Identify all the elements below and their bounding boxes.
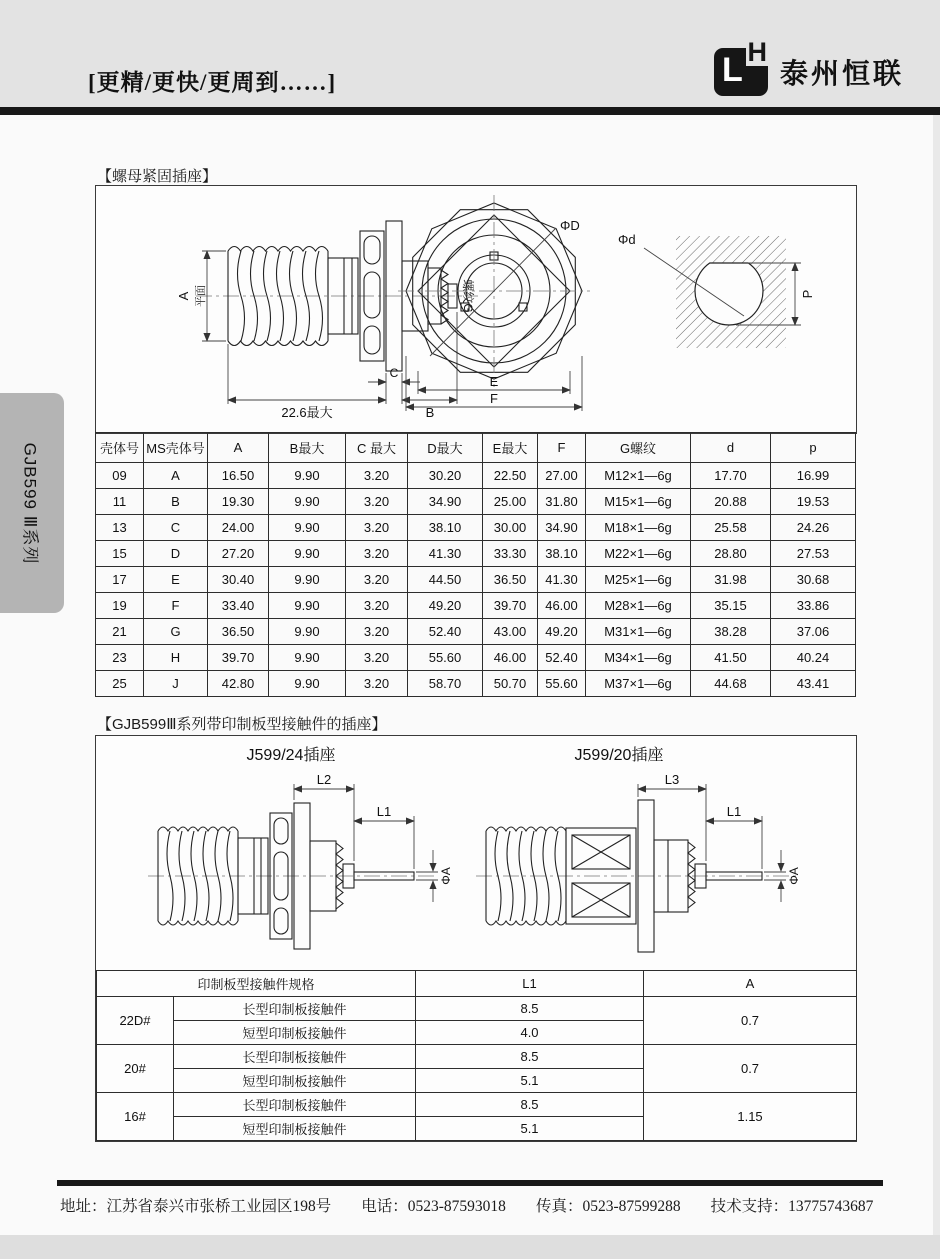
side-view-drawing [196, 221, 478, 371]
shell-table-cell: H [144, 645, 208, 671]
shell-table-cell: 17.70 [691, 463, 771, 489]
shell-table-cell: 36.50 [208, 619, 269, 645]
shell-table-row [96, 489, 856, 515]
shell-table-cell: 52.40 [408, 619, 483, 645]
shell-table-cell: 35.15 [691, 593, 771, 619]
shell-column-header: G螺纹 [586, 433, 691, 463]
shell-table-cell: 36.50 [483, 567, 538, 593]
brand-name: 泰州恒联 [779, 58, 904, 89]
shell-table-cell: E [144, 567, 208, 593]
shell-table-row [96, 567, 856, 593]
contact-header-a: A [644, 971, 857, 997]
shell-column-header: p [771, 433, 856, 463]
dim-c-label: C [389, 366, 399, 380]
contact-l1-cell: 5.1 [416, 1117, 644, 1141]
shell-table-cell: M34×1—6g [586, 645, 691, 671]
nut-socket-drawing [96, 186, 854, 431]
shell-column-header: C 最大 [346, 433, 408, 463]
contact-l1-cell: 8.5 [416, 997, 644, 1021]
j599-20-dimensions [638, 784, 786, 902]
shell-table-cell: 21 [96, 619, 144, 645]
header-slogan: [更精/更快/更周到……] [88, 70, 337, 95]
shell-table-cell: 33.40 [208, 593, 269, 619]
shell-table-cell: 44.50 [408, 567, 483, 593]
shell-table-cell: 30.40 [208, 567, 269, 593]
shell-table-cell: 42.80 [208, 671, 269, 697]
shell-table-cell: 30.68 [771, 567, 856, 593]
shell-table-cell: 55.60 [408, 645, 483, 671]
j599-24-title: J599/24插座 [246, 747, 336, 764]
j599-20-drawing [476, 800, 796, 952]
shell-table-cell: 22.50 [483, 463, 538, 489]
phi-d-big-label: ΦD [560, 218, 580, 233]
logo-letter-h: H [747, 37, 767, 67]
shell-table-row [96, 645, 856, 671]
contact-type-cell: 长型印制板接触件 [174, 1045, 416, 1069]
contact-type-cell: 短型印制板接触件 [174, 1117, 416, 1141]
shell-table-cell: 39.70 [208, 645, 269, 671]
shell-table-row [96, 671, 856, 697]
shell-table-cell: 24.26 [771, 515, 856, 541]
shell-column-header: E最大 [483, 433, 538, 463]
shell-table-cell: 16.99 [771, 463, 856, 489]
shell-table-cell: A [144, 463, 208, 489]
shell-table-cell: 52.40 [538, 645, 586, 671]
footer-support: 技术支持：13775743687 [710, 1198, 874, 1215]
shell-table-cell: 34.90 [408, 489, 483, 515]
contact-table-row [97, 1045, 857, 1069]
company-logo [714, 37, 904, 96]
contact-type-cell: 短型印制板接触件 [174, 1021, 416, 1045]
dim-p-label: P [800, 289, 815, 299]
shell-table-cell: 43.00 [483, 619, 538, 645]
shell-table-cell: 55.60 [538, 671, 586, 697]
shell-table-cell: 9.90 [269, 619, 346, 645]
shell-column-header: B最大 [269, 433, 346, 463]
shell-table-cell: 3.20 [346, 463, 408, 489]
shell-table-cell: 9.90 [269, 541, 346, 567]
shell-table-cell: 13 [96, 515, 144, 541]
knurl-teeth [441, 270, 448, 324]
shell-table-cell: 38.28 [691, 619, 771, 645]
shell-table-cell: M37×1—6g [586, 671, 691, 697]
shell-table-cell: 34.90 [538, 515, 586, 541]
d-hole [695, 263, 763, 325]
j599-20-title: J599/20插座 [574, 747, 664, 764]
page-edge-band [933, 115, 940, 1235]
contact-size-cell: 20# [97, 1045, 174, 1093]
plane-label: 平面 [195, 285, 207, 307]
dim-226-label: 22.6最大 [281, 405, 333, 420]
phi-d-small-label: Φd [618, 232, 636, 247]
shell-table-cell: B [144, 489, 208, 515]
contact-a-cell: 0.7 [644, 1045, 857, 1093]
contact-a-cell: 0.7 [644, 997, 857, 1045]
series-side-tab-label: GJB599 Ⅲ系列 [20, 442, 40, 564]
dim-l1-label-2: L1 [726, 804, 742, 819]
dim-a-label: A [176, 291, 191, 301]
footer-rule [57, 1180, 883, 1186]
shell-table-cell: 25.58 [691, 515, 771, 541]
shell-table-cell: M31×1—6g [586, 619, 691, 645]
shell-table-cell: 19.30 [208, 489, 269, 515]
shell-table-cell: 9.90 [269, 645, 346, 671]
shell-table-cell: 9.90 [269, 567, 346, 593]
footer-address: 地址：江苏省泰兴市张桥工业园区198号 [60, 1198, 332, 1215]
dim-f-label: F [490, 391, 498, 406]
shell-table-cell: 37.06 [771, 619, 856, 645]
dim-b-label: B [425, 405, 435, 420]
shell-table-cell: 17 [96, 567, 144, 593]
shell-table-row [96, 593, 856, 619]
phi-a-label: ΦA [439, 867, 453, 885]
dim-l3-label: L3 [664, 772, 680, 787]
shell-table-cell: 9.90 [269, 463, 346, 489]
shell-table-cell: 41.30 [408, 541, 483, 567]
shell-table-cell: 27.20 [208, 541, 269, 567]
contact-l1-cell: 8.5 [416, 1093, 644, 1117]
shell-table-cell: 3.20 [346, 515, 408, 541]
shell-table-cell: 09 [96, 463, 144, 489]
shell-column-header: d [691, 433, 771, 463]
shell-table-cell: 27.00 [538, 463, 586, 489]
contact-l1-cell: 4.0 [416, 1021, 644, 1045]
shell-table-cell: 20.88 [691, 489, 771, 515]
logo-mark-icon [714, 37, 768, 96]
contact-type-cell: 长型印制板接触件 [174, 997, 416, 1021]
shell-table-cell: 16.50 [208, 463, 269, 489]
shell-table-cell: F [144, 593, 208, 619]
shell-table-cell: 15 [96, 541, 144, 567]
contact-table-row [97, 1093, 857, 1117]
shell-table-cell: 3.20 [346, 671, 408, 697]
shell-table-cell: 23 [96, 645, 144, 671]
contact-size-cell: 22D# [97, 997, 174, 1045]
thread-crest-top [228, 247, 328, 252]
shell-table-cell: 49.20 [408, 593, 483, 619]
thread-crest-bottom [228, 341, 328, 346]
shell-table-cell: G [144, 619, 208, 645]
shell-table-cell: M25×1—6g [586, 567, 691, 593]
shell-table-cell: C [144, 515, 208, 541]
j599-24-dimensions [294, 784, 438, 902]
contact-a-cell: 1.15 [644, 1093, 857, 1141]
shell-table-cell: M28×1—6g [586, 593, 691, 619]
contact-type-cell: 长型印制板接触件 [174, 1093, 416, 1117]
pcb-socket-drawing [96, 738, 854, 966]
shell-column-header: MS壳体号 [144, 433, 208, 463]
shell-table-cell: 27.53 [771, 541, 856, 567]
shell-table-cell: J [144, 671, 208, 697]
shell-table-cell: 19.53 [771, 489, 856, 515]
section2-title: 【GJB599Ⅲ系列带印制板型接触件的插座】 [97, 716, 387, 733]
shell-table-cell: 41.30 [538, 567, 586, 593]
shell-table-head-row [96, 433, 856, 463]
dim-e-label: E [489, 374, 499, 389]
contact-l1-cell: 5.1 [416, 1069, 644, 1093]
shell-table-cell: M22×1—6g [586, 541, 691, 567]
shell-table-cell: 44.68 [691, 671, 771, 697]
shell-table-cell: D [144, 541, 208, 567]
footer-fax: 传真：0523-87599288 [535, 1198, 681, 1215]
shell-table-cell: 24.00 [208, 515, 269, 541]
shell-table-cell: 40.24 [771, 645, 856, 671]
shell-table-cell: 28.80 [691, 541, 771, 567]
shell-table-row [96, 515, 856, 541]
shell-table-cell: 41.50 [691, 645, 771, 671]
shell-table-cell: 38.10 [538, 541, 586, 567]
contact-header-spec: 印制板型接触件规格 [97, 971, 416, 997]
shell-table-cell: 43.41 [771, 671, 856, 697]
shell-table-row [96, 541, 856, 567]
shell-table-cell: 31.80 [538, 489, 586, 515]
shell-table-body [96, 463, 856, 697]
shell-table-cell: 33.86 [771, 593, 856, 619]
shell-column-header: 壳体号 [96, 433, 144, 463]
shell-table-cell: 30.20 [408, 463, 483, 489]
shell-table-cell: 25 [96, 671, 144, 697]
shell-table-cell: 58.70 [408, 671, 483, 697]
shell-table-cell: M12×1—6g [586, 463, 691, 489]
shell-table-cell: 19 [96, 593, 144, 619]
shell-table-cell: M15×1—6g [586, 489, 691, 515]
shell-column-header: A [208, 433, 269, 463]
shell-table-cell: 46.00 [538, 593, 586, 619]
shell-column-header: D最大 [408, 433, 483, 463]
shell-table-row [96, 619, 856, 645]
thread-g-label: 螺纹G [461, 279, 475, 313]
shell-table-cell: 9.90 [269, 671, 346, 697]
shell-table-cell: 3.20 [346, 567, 408, 593]
shell-table-cell: 3.20 [346, 619, 408, 645]
panel-cutout-drawing [644, 236, 801, 348]
contact-size-cell: 16# [97, 1093, 174, 1141]
shell-table-cell: 31.98 [691, 567, 771, 593]
shell-table-cell: 39.70 [483, 593, 538, 619]
contact-table-body [97, 997, 857, 1141]
shell-column-header: F [538, 433, 586, 463]
shell-table-cell: 30.00 [483, 515, 538, 541]
shell-table-cell: 3.20 [346, 489, 408, 515]
dim-l2-label: L2 [316, 772, 332, 787]
contact-table-row [97, 997, 857, 1021]
shell-table-cell: 25.00 [483, 489, 538, 515]
shell-table-row [96, 463, 856, 489]
knurl-teeth [688, 842, 695, 908]
shell-table-cell: 49.20 [538, 619, 586, 645]
dim-l1-label: L1 [376, 804, 392, 819]
shell-size-table [95, 432, 856, 697]
side-view-dimensions [202, 251, 457, 404]
shell-table-cell: 3.20 [346, 645, 408, 671]
shell-table-cell: 46.00 [483, 645, 538, 671]
shell-table-cell: 50.70 [483, 671, 538, 697]
logo-letter-l: L [721, 51, 743, 89]
contact-type-cell: 短型印制板接触件 [174, 1069, 416, 1093]
shell-table-cell: 3.20 [346, 541, 408, 567]
section1-title: 【螺母紧固插座】 [97, 168, 218, 185]
phi-a-label-2: ΦA [787, 867, 801, 885]
shell-table-cell: 3.20 [346, 593, 408, 619]
shell-table-cell: 9.90 [269, 489, 346, 515]
shell-table-cell: 9.90 [269, 593, 346, 619]
contact-l1-cell: 8.5 [416, 1045, 644, 1069]
contact-spec-table [96, 970, 857, 1141]
shell-table-cell: 33.30 [483, 541, 538, 567]
bottom-band [0, 1235, 940, 1259]
contact-header-l1: L1 [416, 971, 644, 997]
j599-24-drawing [148, 803, 436, 949]
shell-table-cell: 9.90 [269, 515, 346, 541]
shell-table-cell: 11 [96, 489, 144, 515]
series-side-tab [0, 393, 64, 613]
nut-socket-drawing-panel [95, 185, 857, 434]
shell-table-cell: M18×1—6g [586, 515, 691, 541]
footer [60, 1194, 873, 1216]
footer-phone: 电话：0523-87593018 [361, 1198, 506, 1215]
contact-table-head-row [97, 971, 857, 997]
pcb-socket-panel [95, 735, 857, 1142]
shell-table-cell: 38.10 [408, 515, 483, 541]
